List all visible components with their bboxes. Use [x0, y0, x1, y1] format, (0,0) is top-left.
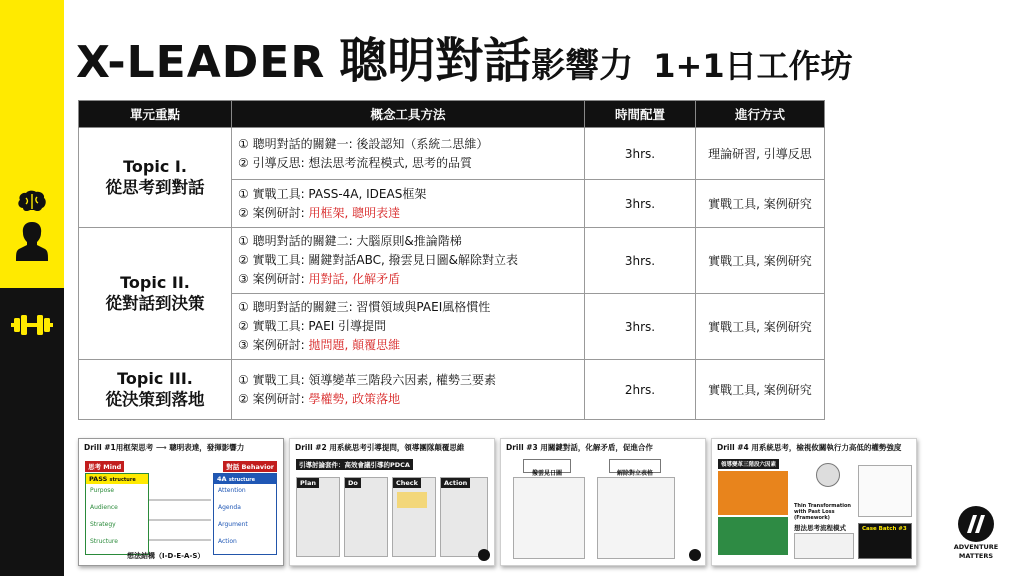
concept-cell	[232, 180, 585, 228]
drill-2-panel-label: Do	[345, 478, 361, 488]
arrow-icon: ⟶	[155, 443, 167, 452]
method-cell: 實戰工具, 案例研究	[696, 360, 825, 420]
title-workshop: 1+1日工作坊	[653, 47, 853, 85]
time-cell: 3hrs.	[585, 128, 696, 180]
drill-1-title-text: Drill #1用框架思考	[84, 443, 154, 452]
drill-1-right-item: Argument	[218, 521, 248, 528]
method-cell: 實戰工具, 案例研究	[696, 228, 825, 294]
connector-line	[149, 499, 211, 501]
dumbbell-icon	[0, 314, 64, 336]
page-title	[76, 22, 1016, 89]
title-main: 聰明對話	[339, 33, 532, 89]
drill-1-left-label: 思考 Mind	[85, 461, 124, 472]
concept-highlight: 學權勢, 政策落地	[308, 391, 401, 406]
concept-line-prefix: ② 案例研討:	[238, 391, 309, 406]
table-row	[79, 360, 825, 420]
header-time: 時間配置	[585, 101, 696, 128]
connector-line	[149, 539, 211, 541]
brain-icon	[0, 190, 64, 214]
concept-cell	[232, 360, 585, 420]
drill-1-right-item: Agenda	[218, 504, 241, 511]
concept-cell	[232, 228, 585, 294]
concept-line	[238, 390, 578, 409]
concept-line: ② 實戰工具: 關鍵對話ABC, 撥雲見日圖&解除對立表	[238, 253, 519, 267]
method-cell: 實戰工具, 案例研究	[696, 294, 825, 360]
topic-2-title: 從對話到決策	[105, 294, 205, 313]
concept-highlight: 用對話, 化解矛盾	[308, 272, 401, 286]
drill-2-panel	[440, 477, 488, 557]
logo-icon	[958, 506, 994, 542]
sidebar	[0, 0, 64, 576]
drill-1-4a-label	[214, 474, 276, 484]
topic-1-title: 從思考到對話	[105, 178, 205, 197]
drill-2-subtitle: 引導討論套件：高效會議引導的PDCA	[296, 459, 413, 470]
time-cell: 2hrs.	[585, 360, 696, 420]
drill-4-person-icon	[816, 463, 840, 487]
drill-1-left-item: Strategy	[90, 521, 116, 528]
drill-2-panel	[296, 477, 340, 557]
drill-2-panel	[344, 477, 388, 557]
drill-4-orange-block	[718, 471, 788, 515]
drill-4-flow-box	[794, 533, 854, 559]
title-influence: 影響力	[531, 46, 634, 86]
drill-1-pass-text: PASS	[89, 475, 108, 483]
time-cell: 3hrs.	[585, 294, 696, 360]
topic-2-cell	[79, 228, 232, 360]
drill-2-thumbnail	[289, 438, 495, 566]
drill-1-left-item: Structure	[90, 538, 118, 545]
drill-2-panel-label: Plan	[297, 478, 319, 488]
drill-1-arrow-text: 聰明表達，發揮影響力	[169, 443, 245, 452]
drill-2-panel-label: Check	[393, 478, 421, 488]
table-row	[79, 128, 825, 180]
drill-1-4a-text: 4A	[217, 475, 227, 483]
drill-1-bottom: 想法結構（I-D-E-A-S）	[127, 552, 205, 560]
drill-1-title	[79, 439, 283, 456]
drill-4-bottom-label: 想法思考流程模式	[794, 524, 846, 532]
drill-1-thumbnail	[78, 438, 284, 566]
concept-line: ① 實戰工具: PASS-4A, IDEAS框架	[238, 186, 427, 201]
topic-3-title: 從決策到落地	[105, 390, 205, 409]
concept-line	[238, 336, 578, 355]
header-method: 進行方式	[696, 101, 825, 128]
drill-4-thumbnail	[711, 438, 917, 566]
concept-line-prefix: ③ 案例研討:	[238, 272, 309, 286]
drill-2-logo-icon	[478, 549, 490, 561]
drill-2-title: Drill #2 用系統思考引導提問，領導團隊顛覆思維	[295, 443, 465, 452]
topic-3-name: Topic III.	[117, 369, 193, 388]
concept-line-prefix: ③ 案例研討:	[238, 338, 309, 352]
drill-1-4a-box	[213, 473, 277, 555]
concept-line: ① 聰明對話的關鍵一: 後設認知（系統二思維）	[238, 136, 489, 151]
drill-1-right-item: Action	[218, 538, 237, 545]
topic-1-name: Topic I.	[123, 157, 187, 176]
drill-3-right-label-box	[609, 459, 661, 477]
drill-2-highlight	[397, 492, 427, 508]
drill-4-case-label: Case Batch #3	[862, 526, 907, 532]
title-brand: X-LEADER	[76, 37, 326, 88]
method-cell: 實戰工具, 案例研究	[696, 180, 825, 228]
drill-3-left-label: 撥雲見日圖	[531, 470, 562, 477]
logo-text-2: MATTERS	[958, 552, 994, 560]
adventure-matters-logo	[946, 506, 1006, 570]
drill-1-pass-box	[85, 473, 149, 555]
concept-line	[238, 204, 578, 223]
drill-1-pass-label	[86, 474, 148, 484]
drill-4-case-box	[858, 523, 912, 559]
method-cell: 理論研習, 引導反思	[696, 128, 825, 180]
drill-1-pass-sub: structure	[109, 477, 136, 483]
table-header-row	[79, 101, 825, 128]
drill-4-list-box	[858, 465, 912, 517]
concept-highlight: 用框架, 聰明表達	[308, 205, 401, 220]
drill-2-panel-label: Action	[441, 478, 470, 488]
concept-cell	[232, 128, 585, 180]
concept-cell	[232, 294, 585, 360]
person-icon	[0, 220, 64, 262]
drill-1-left-item: Audience	[90, 504, 118, 511]
drill-4-green-block	[718, 517, 788, 555]
drill-3-table	[597, 477, 675, 559]
concept-line: ② 實戰工具: PAEI 引導提問	[238, 319, 387, 333]
header-unit: 單元重點	[79, 101, 232, 128]
topic-3-cell	[79, 360, 232, 420]
drill-1-right-item: Attention	[218, 487, 246, 494]
concept-line: ① 聰明對話的關鍵三: 習慣領域與PAEI風格慣性	[238, 300, 491, 314]
connector-line	[149, 519, 211, 521]
concept-line: ① 聰明對話的關鍵二: 大腦原則&推論階梯	[238, 234, 462, 248]
drill-1-left-item: Purpose	[90, 487, 115, 494]
drill-3-diagram	[513, 477, 585, 559]
drill-3-right-label: 解除對立表格	[616, 470, 653, 477]
drill-3-logo-icon	[689, 549, 701, 561]
drill-1-4a-sub: structure	[228, 477, 255, 483]
drill-4-left-label: 領導變革三階段六因素	[718, 459, 779, 469]
drill-3-thumbnail	[500, 438, 706, 566]
drill-4-title: Drill #4 用系統思考，檢視攸關執行力高低的權勢強度	[717, 443, 902, 452]
drill-3-title: Drill #3 用關鍵對話，化解矛盾，促進合作	[506, 443, 653, 452]
header-concept: 概念工具方法	[232, 101, 585, 128]
concept-highlight: 拋問題, 顛覆思維	[308, 338, 401, 352]
drill-1-right-label: 對話 Behavior	[223, 461, 277, 472]
concept-line-prefix: ② 案例研討:	[238, 205, 309, 220]
time-cell: 3hrs.	[585, 180, 696, 228]
concept-line: ① 實戰工具: 領導變革三階段六因素, 權勢三要素	[238, 372, 497, 387]
drill-2-panel	[392, 477, 436, 557]
topic-2-name: Topic II.	[120, 273, 190, 292]
time-cell: 3hrs.	[585, 228, 696, 294]
drill-3-left-label-box	[523, 459, 571, 477]
table-row	[79, 228, 825, 294]
concept-line: ② 引導反思: 想法思考流程模式, 思考的品質	[238, 155, 473, 170]
logo-text-1: ADVENTURE	[953, 543, 999, 551]
topic-1-cell	[79, 128, 232, 228]
concept-line	[238, 270, 578, 289]
syllabus-table	[78, 100, 825, 420]
drill-4-mid-label: Thin Transformation with Past Loss (Framework)	[794, 503, 851, 521]
